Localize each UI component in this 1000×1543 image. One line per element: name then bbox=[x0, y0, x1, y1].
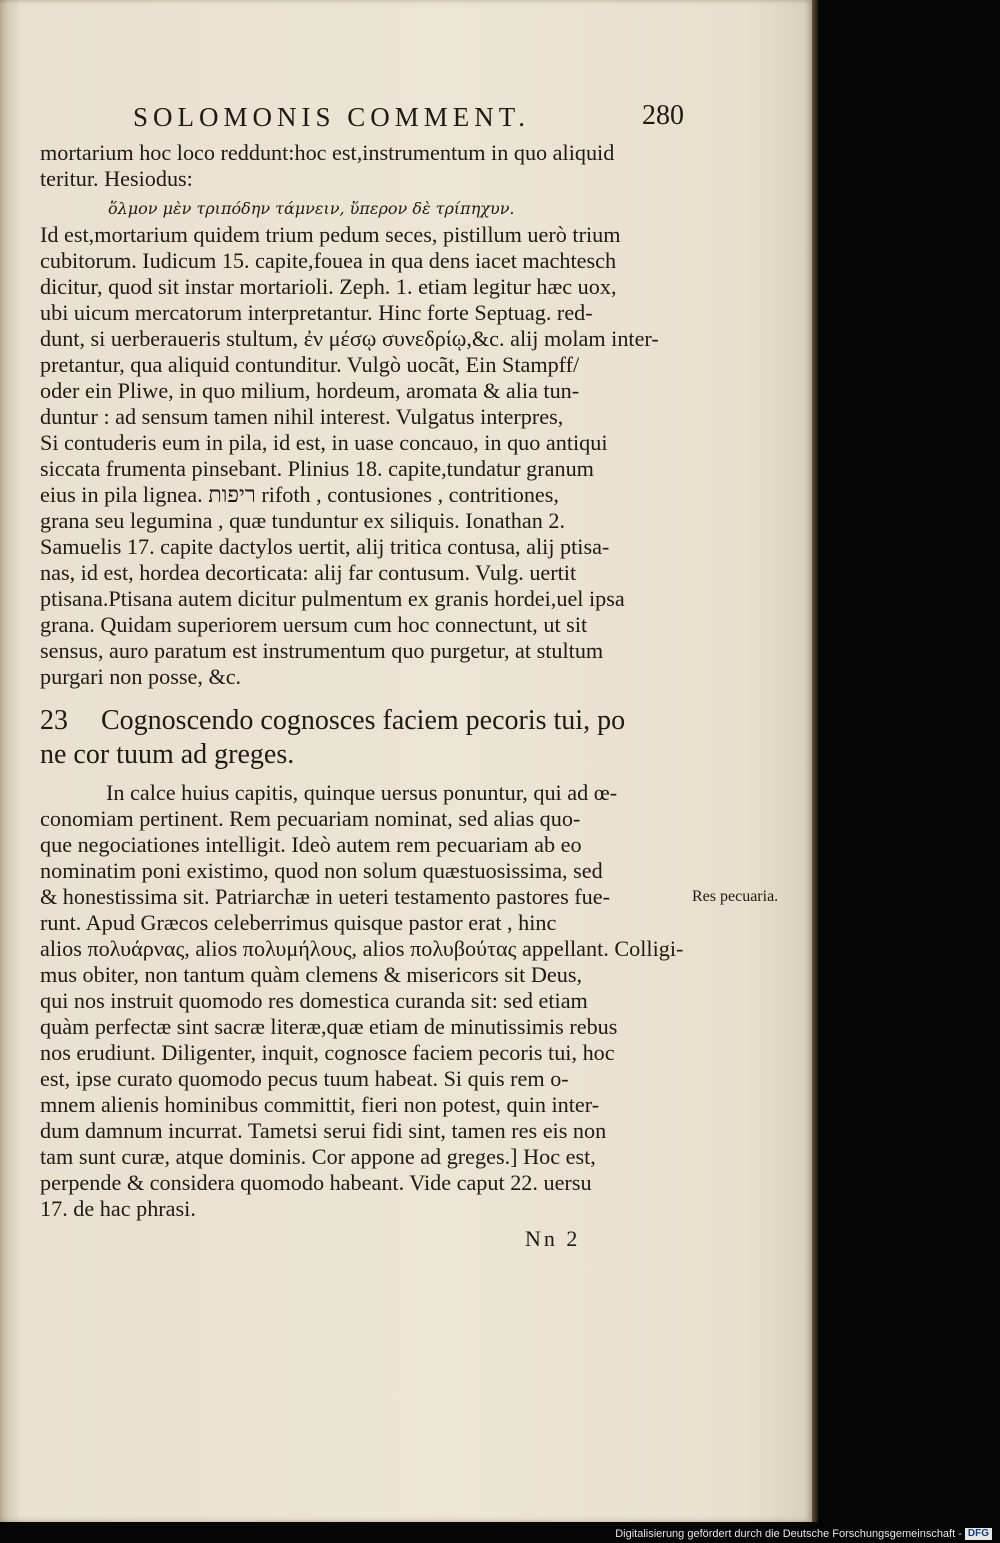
commentary-line-9: qui nos instruit quomodo res domestica curanda sit: sed etiam bbox=[40, 988, 588, 1013]
text-line-15: grana seu legumina , quæ tunduntur ex siliquis. Ionathan 2. bbox=[40, 508, 566, 533]
commentary-line-1: In calce huius capitis, quinque uersus ponuntur, qui ad œ- bbox=[106, 780, 618, 805]
verse-text-1: Cognoscendo cognosces faciem pecoris tui, po bbox=[101, 705, 626, 736]
signature-mark: Nn 2 bbox=[525, 1226, 581, 1251]
commentary-line-14: dum damnum incurrat. Tametsi serui fidi sint, tamen res eis non bbox=[40, 1118, 607, 1143]
commentary-line-3: que negociationes intelligit. Ideò autem rem pecuariam ab eo bbox=[40, 832, 582, 857]
commentary-line-10: quàm perfectæ sint sacræ literæ,quæ etiam de minutissimis rebus bbox=[40, 1014, 618, 1039]
commentary-line-8: mus obiter, non tantum quàm clemens & misericors sit Deus, bbox=[40, 962, 583, 987]
commentary-line-11: nos erudiunt. Diligenter, inquit, cognosce faciem pecoris tui, hoc bbox=[40, 1040, 615, 1065]
text-line-13: siccata frumenta pinsebant. Plinius 18. capite,tundatur granum bbox=[40, 456, 594, 481]
greek-quotation: ὅλμον μὲν τριπόδην τάμνειν, ὕπερον δὲ τρίπηχυν. bbox=[108, 199, 515, 218]
running-head: SOLOMONIS COMMENT. bbox=[133, 102, 531, 132]
text-line-7: ubi uicum mercatorum interpretantur. Hinc forte Septuag. red- bbox=[40, 300, 593, 325]
commentary-line-7: alios πολυάρνας, alios πολυμήλους, alios πολυβούτας appellant. Colligi- bbox=[40, 936, 684, 961]
commentary-line-17: 17. de hac phrasi. bbox=[40, 1196, 196, 1221]
marginal-note: Res pecuaria. bbox=[692, 888, 779, 905]
credit-text: Digitalisierung gefördert durch die Deutsche Forschungsgemeinschaft - bbox=[615, 1527, 962, 1540]
commentary-line-13: mnem alienis hominibus committit, fieri non potest, quin inter- bbox=[40, 1092, 600, 1117]
commentary-line-5: & honestissima sit. Patriarchæ in ueteri testamento pastores fue- bbox=[40, 884, 610, 909]
verse-heading-line-2: ne cor tuum ad greges. bbox=[40, 739, 295, 770]
verse-number: 23 bbox=[40, 705, 68, 736]
text-line-19: grana. Quidam superiorem uersum cum hoc connectunt, ut sit bbox=[40, 612, 588, 637]
text-line-9: pretantur, qua aliquid contunditur. Vulgò uocãt, Ein Stampff/ bbox=[40, 352, 580, 377]
commentary-line-15: tam sunt curæ, atque dominis. Cor appone ad greges.] Hoc est, bbox=[40, 1144, 596, 1169]
text-line-6: dicitur, quod sit instar mortarioli. Zeph. 1. etiam legitur hæc uox, bbox=[40, 274, 617, 299]
text-line-11: duntur : ad sensum tamen nihil interest. Vulgatus interpres, bbox=[40, 404, 564, 429]
commentary-line-12: est, ipse curato quomodo pecus tuum habeat. Si quis rem o- bbox=[40, 1066, 569, 1091]
text-line-5: cubitorum. Iudicum 15. capite,fouea in qua dens iacet machtesch bbox=[40, 248, 617, 273]
text-line-20: sensus, auro paratum est instrumentum quo purgetur, at stultum bbox=[40, 638, 604, 663]
text-line-12: Si contuderis eum in pila, id est, in uase concauo, in quo antiqui bbox=[40, 430, 608, 455]
page-edge-shadow bbox=[812, 0, 818, 1522]
text-line-21: purgari non posse, &c. bbox=[40, 664, 242, 689]
text-line-1: mortarium hoc loco reddunt:hoc est,instrumentum in quo aliquid bbox=[40, 140, 615, 165]
text-line-17: nas, id est, hordea decorticata: alij far contusum. Vulg. uertit bbox=[40, 560, 577, 585]
digitization-credit bbox=[615, 1528, 992, 1540]
text-line-16: Samuelis 17. capite dactylos uertit, alij tritica contusa, alij ptisa- bbox=[40, 534, 610, 559]
commentary-line-2: conomiam pertinent. Rem pecuariam nominat, sed alias quo- bbox=[40, 806, 581, 831]
text-line-10: oder ein Pliwe, in quo milium, hordeum, aromata & alia tun- bbox=[40, 378, 580, 403]
page-number: 280 bbox=[642, 100, 684, 131]
text-line-4: Id est,mortarium quidem trium pedum seces, pistillum uerò trium bbox=[40, 222, 621, 247]
text-line-18: ptisana.Ptisana autem dicitur pulmentum ex granis hordei,uel ipsa bbox=[40, 586, 625, 611]
commentary-line-6: runt. Apud Græcos celeberrimus quisque pastor erat , hinc bbox=[40, 910, 557, 935]
commentary-line-16: perpende & considera quomodo habeant. Vide caput 22. uersu bbox=[40, 1170, 592, 1195]
dfg-logo: DFG bbox=[965, 1528, 992, 1540]
text-line-8: dunt, si uerberaueris stultum, ἐν μέσῳ συνεδρίῳ,&c. alij molam inter- bbox=[40, 326, 659, 351]
verse-heading-line-1 bbox=[40, 704, 700, 738]
commentary-line-4: nominatim poni existimo, quod non solum quæstuosissima, sed bbox=[40, 858, 603, 883]
text-line-2: teritur. Hesiodus: bbox=[40, 166, 193, 191]
text-line-14: eius in pila lignea. ריפות rifoth , contusiones , contritiones, bbox=[40, 482, 559, 507]
